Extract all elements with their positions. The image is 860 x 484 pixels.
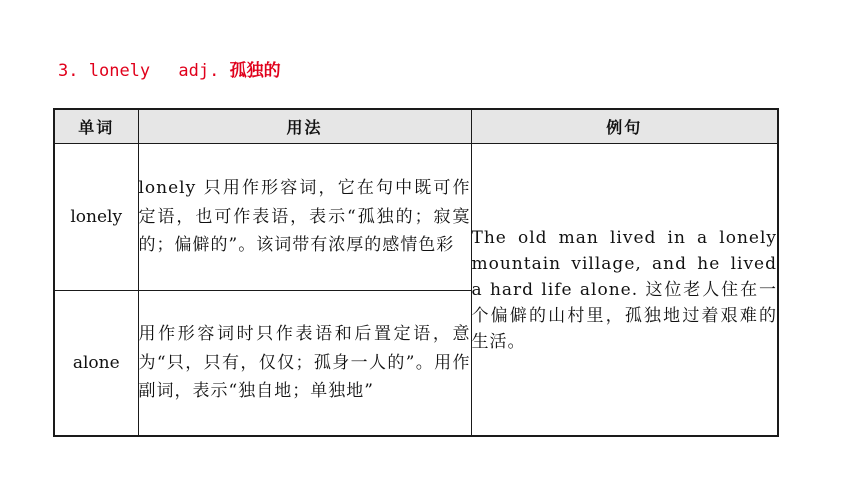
usage-cell-alone: 用作形容词时只作表语和后置定语，意为“只，只有，仅仅；孤身一人的”。用作副词，表示“独自地；单独地” — [138, 291, 471, 437]
heading-number: 3. — [58, 61, 79, 81]
header-word: 单词 — [54, 109, 138, 144]
header-example: 例句 — [471, 109, 778, 144]
vocab-heading — [58, 56, 281, 81]
header-usage: 用法 — [138, 109, 471, 144]
heading-part-of-speech: adj. — [178, 61, 220, 81]
heading-word: lonely — [88, 61, 151, 81]
usage-cell-lonely: lonely 只用作形容词，它在句中既可作定语，也可作表语，表示“孤独的；寂寞的；偏僻的”。该词带有浓厚的感情色彩 — [138, 144, 471, 291]
table-row — [54, 144, 778, 291]
vocab-table — [53, 108, 779, 437]
word-cell-lonely: lonely — [54, 144, 138, 291]
example-cell: The old man lived in a lonely mountain village, and he lived a hard life alone. 这位老人住在一个偏僻的山村里，孤独地过着艰难的生活。 — [471, 144, 778, 437]
heading-meaning: 孤独的 — [229, 61, 281, 81]
word-cell-alone: alone — [54, 291, 138, 437]
table-header-row — [54, 109, 778, 144]
